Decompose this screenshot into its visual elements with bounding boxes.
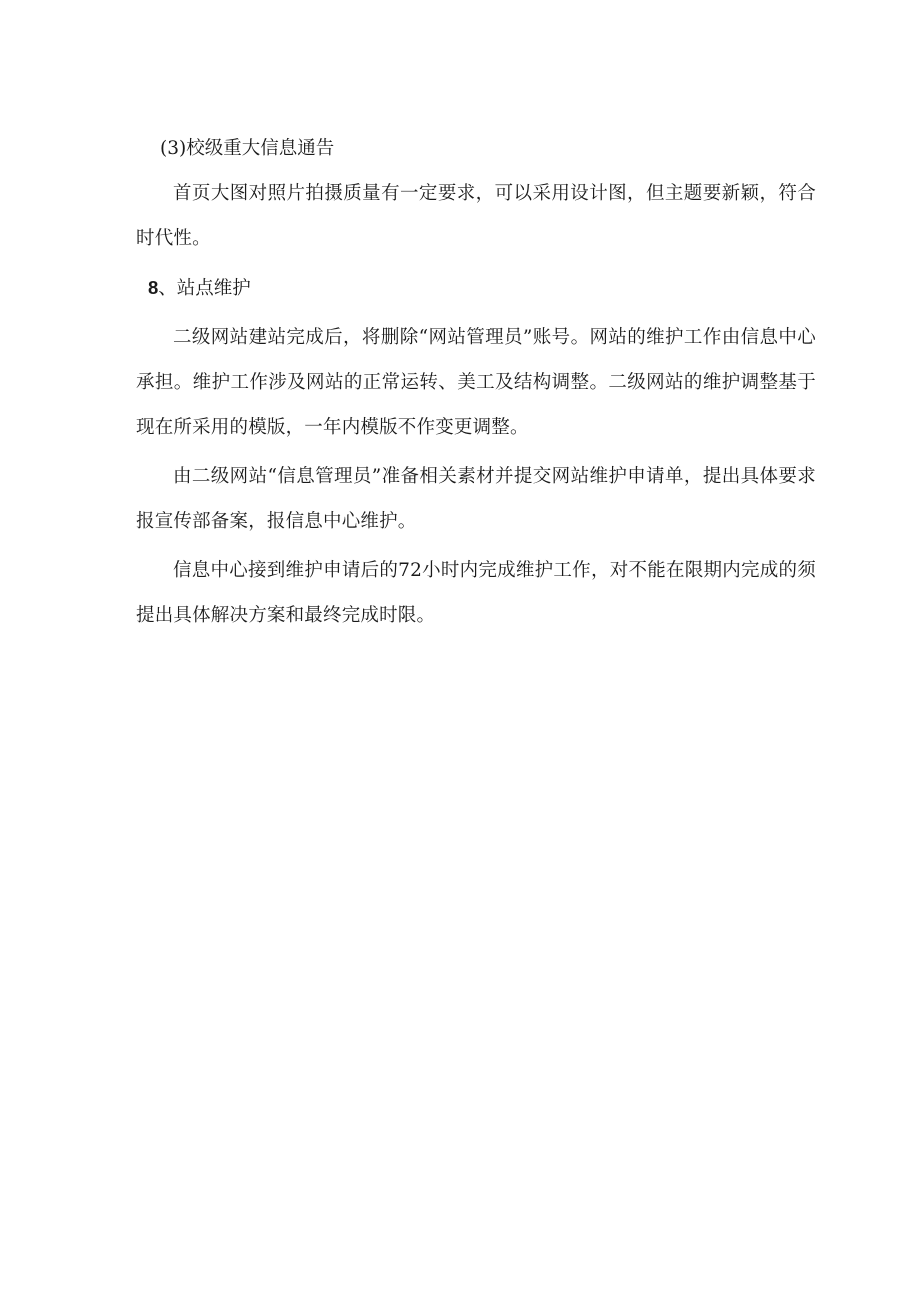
paragraph-maintenance-request: 由二级网站“信息管理员”准备相关素材并提交网站维护申请单，提出具体要求报宣传部备案，报信息中心维护。 [136, 466, 816, 532]
list-item-heading: (3)校级重大信息通告 [160, 138, 335, 159]
section-heading [136, 265, 816, 311]
document-body [136, 126, 816, 638]
paragraph-after-build: 二级网站建站完成后，将删除“网站管理员”账号。网站的维护工作由信息中心承担。维护工作涉及网站的正常运转、美工及结构调整。二级网站的维护调整基于现在所采用的模版，一年内模版不作变更调整。 [136, 327, 816, 438]
section-title: 、站点维护 [158, 278, 251, 299]
paragraph-maintenance-deadline: 信息中心接到维护申请后的72小时内完成维护工作，对不能在限期内完成的须提出具体解决方案和最终完成时限。 [136, 560, 816, 626]
section-number: 8 [148, 277, 159, 298]
paragraph-homepage-image: 首页大图对照片拍摄质量有一定要求，可以采用设计图，但主题要新颖，符合时代性。 [136, 183, 816, 249]
